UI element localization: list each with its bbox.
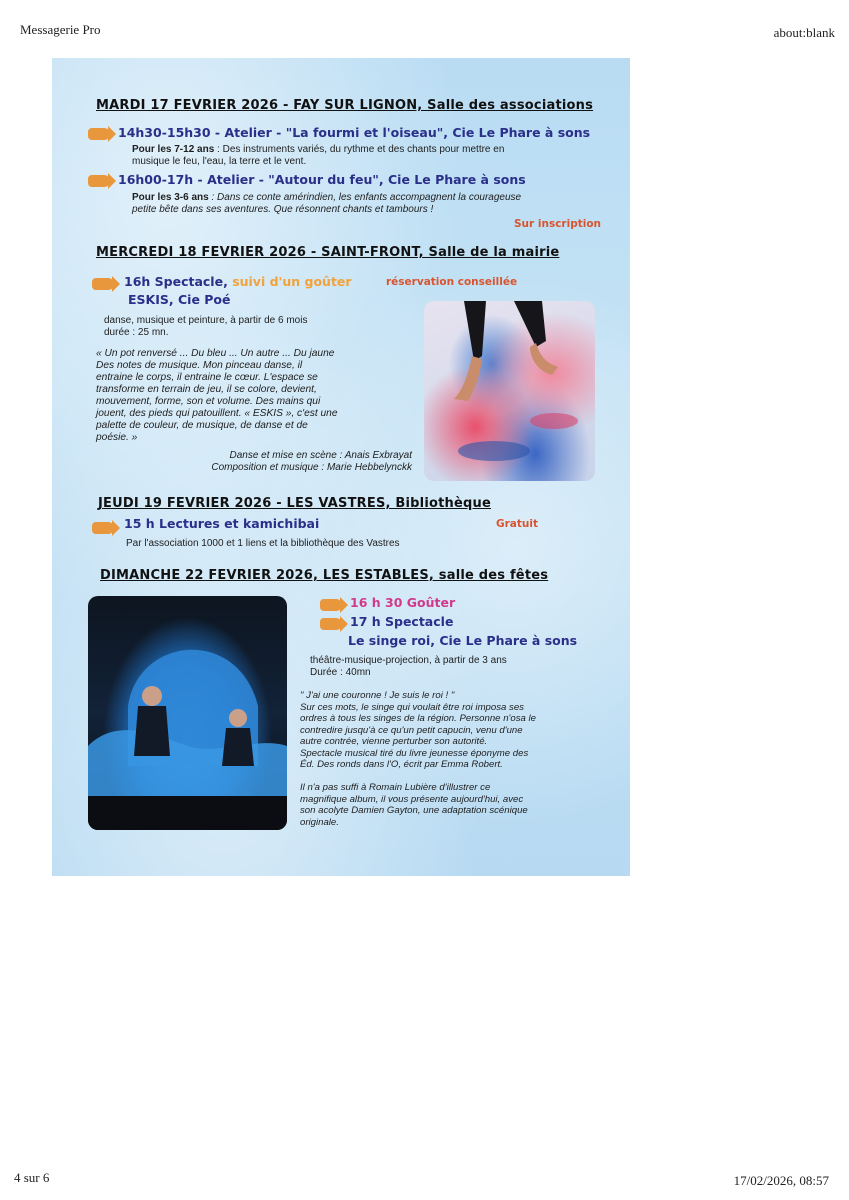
event-title-spectacle-eskis: 16h Spectacle, suivi d'un goûter xyxy=(124,274,352,289)
event-desc-atelier-feu: Pour les 3-6 ans : Dans ce conte amérindien, les enfants accompagnent la courageuse petite bête dans ses aventures. Que résonnent chants et tambours ! xyxy=(132,192,522,215)
inscription-note: Sur inscription xyxy=(514,218,602,230)
arrow-icon xyxy=(88,128,110,140)
print-header-title: Messagerie Pro xyxy=(20,22,101,37)
event-flyer xyxy=(52,58,630,876)
arrow-icon xyxy=(92,278,114,290)
print-timestamp: 17/02/2026, 08:57 xyxy=(733,1173,829,1188)
dance-painting-photo xyxy=(424,301,595,481)
audience-label: Pour les 7-12 ans xyxy=(132,144,215,155)
reservation-note: réservation conseillée xyxy=(386,276,518,288)
arrow-icon xyxy=(88,175,110,187)
print-header-url: about:blank xyxy=(773,25,835,40)
event-desc-atelier-fourmi: Pour les 7-12 ans : Des instruments variés, du rythme et des chants pour mettre en musique le feu, l'eau, la terre et le vent. xyxy=(132,144,505,167)
event-adaptation-note: Il n'a pas suffi à Romain Lubière d'illustrer ce magnifique album, il vous présente aujourd'hui, avec son acolyte Damien Gayton, une adaptation scénique originale. xyxy=(300,782,528,828)
gouter-time: 16 h 30 Goûter xyxy=(350,595,456,610)
dancer-legs-illustration xyxy=(424,301,595,481)
date-heading-day3: JEUDI 19 FEVRIER 2026 - LES VASTRES, Bibliothèque xyxy=(98,496,491,511)
date-heading-day2: MERCREDI 18 FEVRIER 2026 - SAINT-FRONT, Salle de la mairie xyxy=(96,245,560,260)
event-info: théâtre-musique-projection, à partir de 3 ans Durée : 40mn xyxy=(310,655,507,678)
arrow-icon xyxy=(92,522,114,534)
gouter-note: suivi d'un goûter xyxy=(232,274,352,289)
audience-label: Pour les 3-6 ans xyxy=(132,192,209,203)
event-info: danse, musique et peinture, à partir de 6 mois durée : 25 mn. xyxy=(104,315,308,338)
event-desc-lectures: Par l'association 1000 et 1 liens et la bibliothèque des Vastres xyxy=(126,538,400,549)
company-name: Le singe roi, Cie Le Phare à sons xyxy=(348,633,578,648)
arrow-icon xyxy=(320,618,342,630)
event-credits: Danse et mise en scène : Anais Exbrayat Composition et musique : Marie Hebbelynckk xyxy=(211,450,412,473)
event-synopsis: " J'ai une couronne ! Je suis le roi ! " Sur ces mots, le singe qui voulait être roi imposa ses ordres à tous les singes de la région. Personne n'osa le contredire jusqu'à ce qu'un petit capucin, venu d'une autre contrée, vienne perturber son autorité. Spectacle musical tiré du livre jeunesse éponyme des Éd. Des ronds dans l'O, écrit par Emma Robert. xyxy=(300,690,536,770)
print-page-number: 4 sur 6 xyxy=(14,1170,50,1185)
event-title-atelier-fourmi: 14h30-15h30 - Atelier - "La fourmi et l'oiseau", Cie Le Phare à sons xyxy=(118,125,591,140)
company-name: ESKIS, Cie Poé xyxy=(128,292,231,307)
arrow-icon xyxy=(320,599,342,611)
event-title-lectures: 15 h Lectures et kamichibai xyxy=(124,516,320,531)
event-title-atelier-feu: 16h00-17h - Atelier - "Autour du feu", Cie Le Phare à sons xyxy=(118,172,526,187)
monkey-king-photo xyxy=(88,596,287,830)
stage-scene-illustration xyxy=(88,596,287,830)
date-heading-day4: DIMANCHE 22 FEVRIER 2026, LES ESTABLES, salle des fêtes xyxy=(100,568,549,583)
event-quote: « Un pot renversé ... Du bleu ... Un autre ... Du jaune Des notes de musique. Mon pinceau danse, il entraine le corps, il entraine le cœur. L'espace se transforme en terrain de jeu, il se colore, devient, mouvement, forme, son et volume. Des mains qui jouent, des pieds qui patouillent. « ESKIS », c'est une palette de couleur, de musique, de danse et de poésie. » xyxy=(96,348,338,443)
gratuit-tag: Gratuit xyxy=(496,518,538,530)
date-heading-day1: MARDI 17 FEVRIER 2026 - FAY SUR LIGNON, Salle des associations xyxy=(96,98,594,113)
spectacle-time: 17 h Spectacle xyxy=(350,614,454,629)
